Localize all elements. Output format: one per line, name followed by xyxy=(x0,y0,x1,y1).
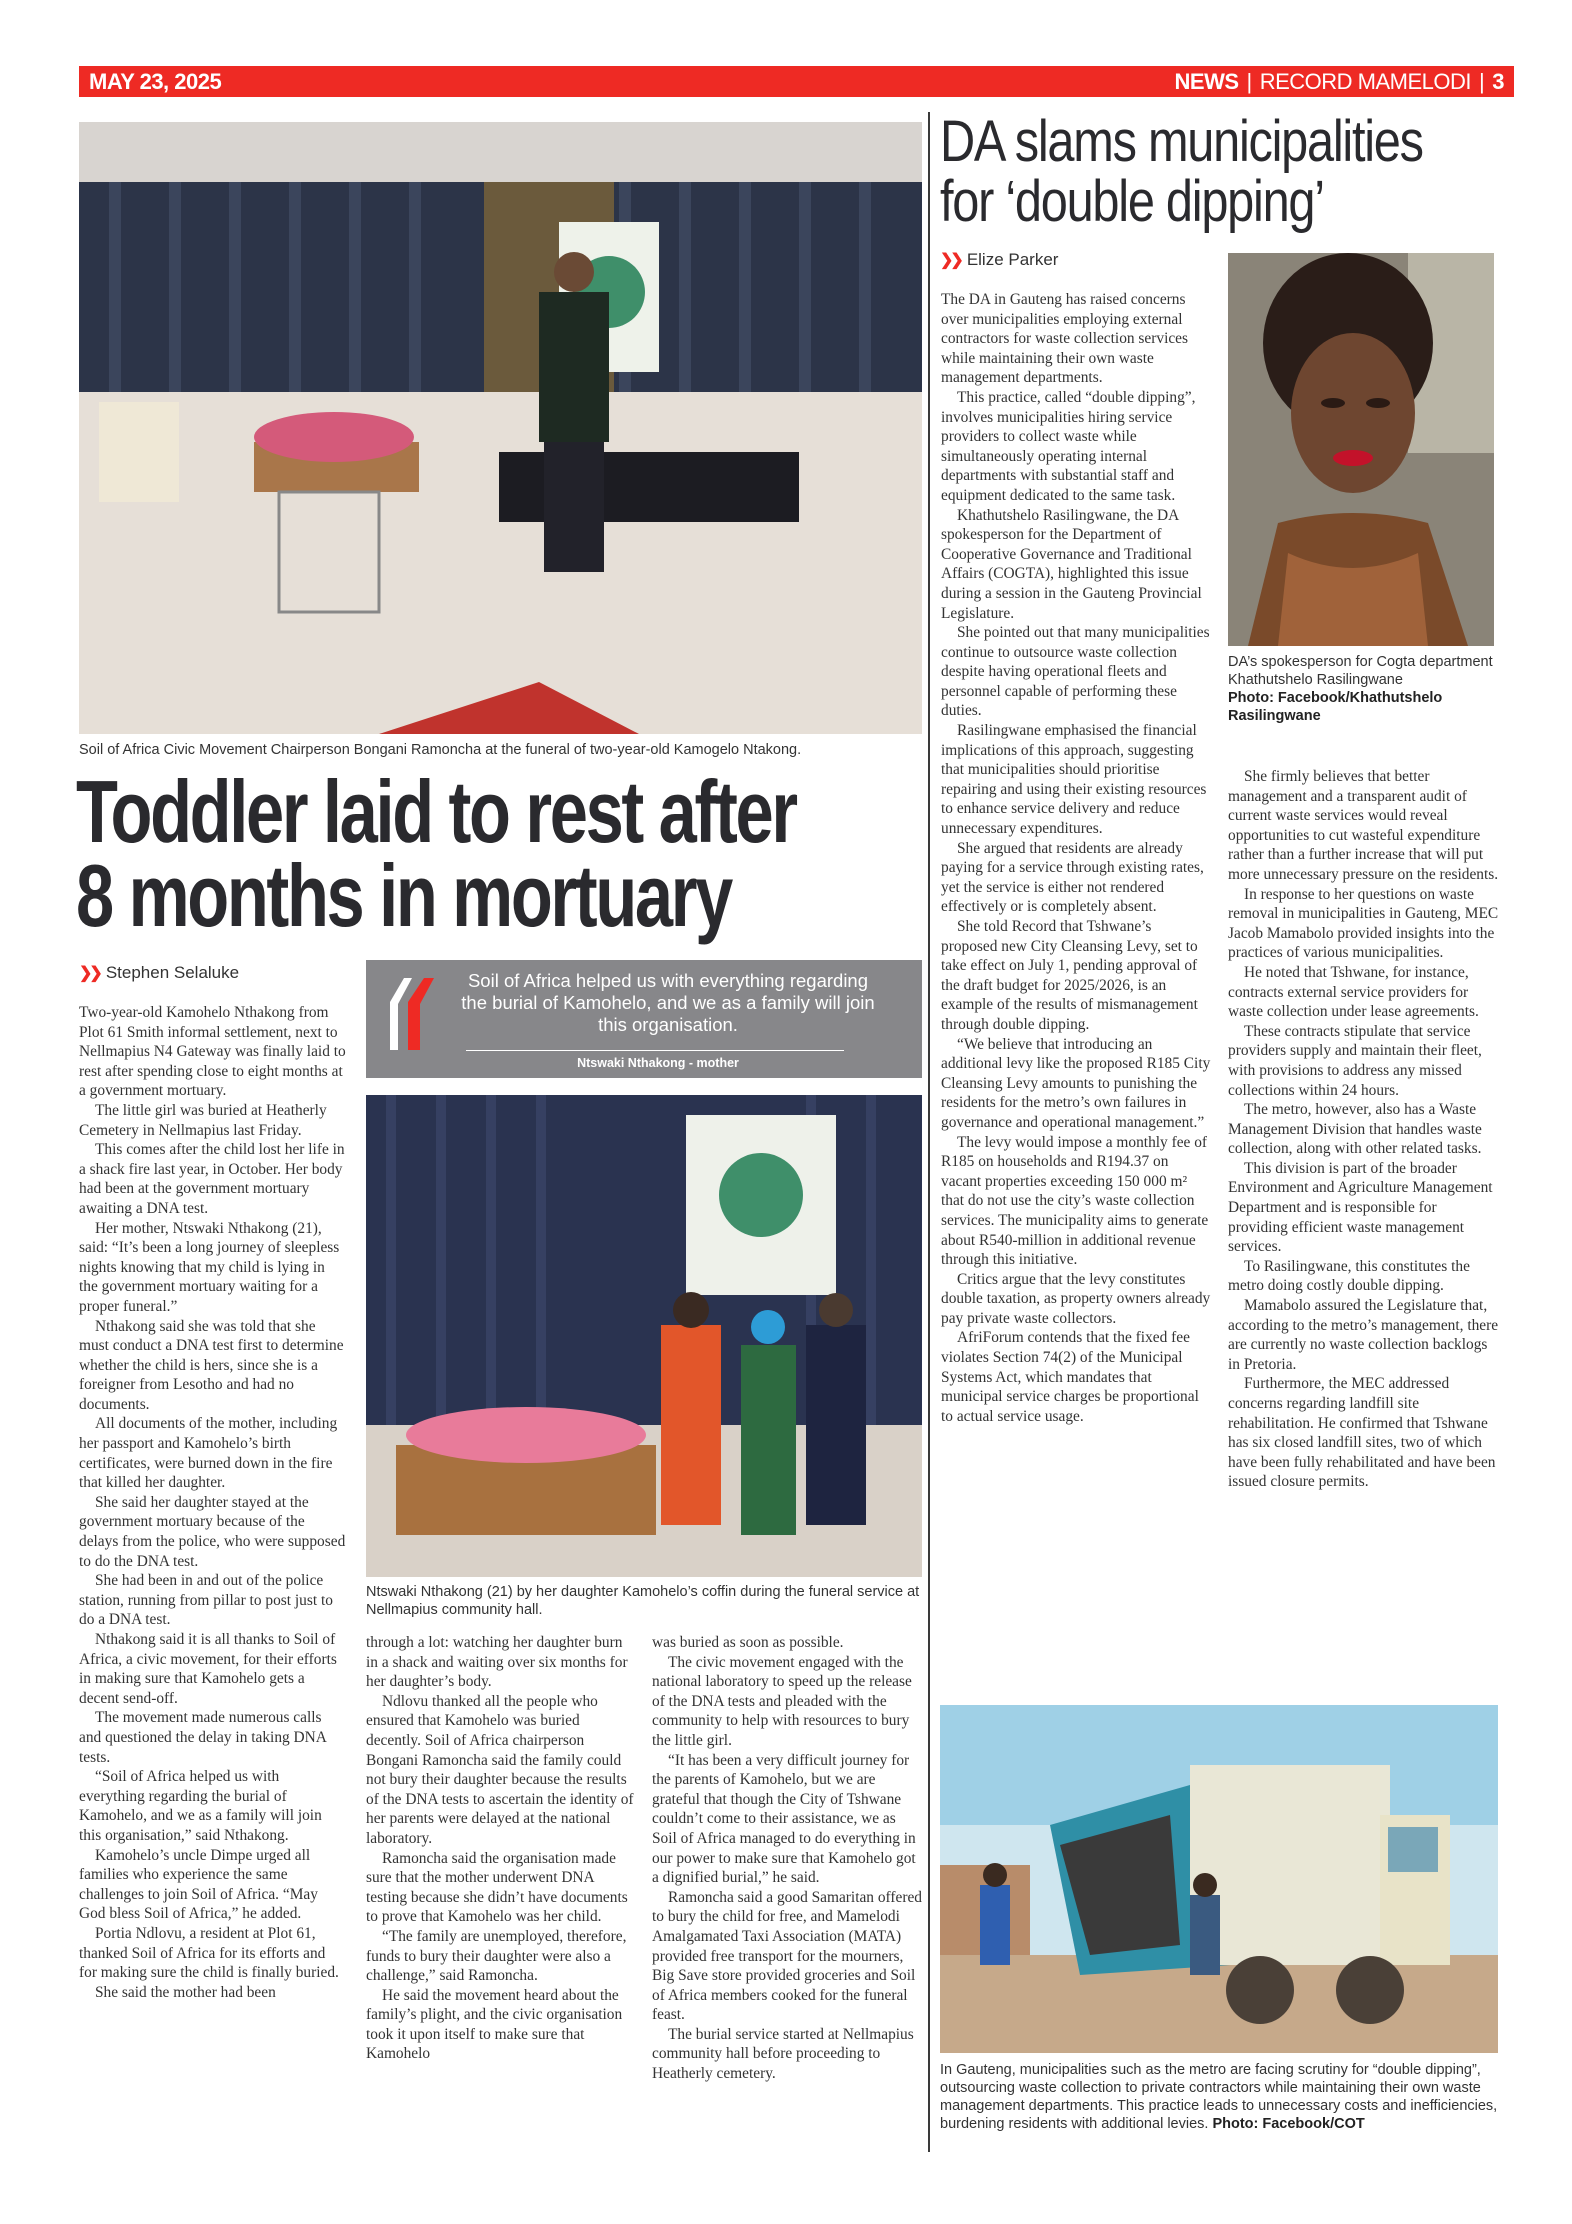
paragraph: She told Record that Tshwane’s proposed new City Cleansing Levy, set to take effect on July 1, pending approval of the draft budget for 2025/2026, is an example of the results of mismanagement through double dipping. xyxy=(941,918,1198,1033)
paragraph: Ndlovu thanked all the people who ensured that Kamohelo was buried decently. Soil of Africa chairperson Bongani Ramoncha said the family could not bury their daughter because the results of the DNA tests to ascertain the identity of her parents were delayed at the national laboratory. xyxy=(366,1692,634,1847)
issue-date: MAY 23, 2025 xyxy=(89,68,222,94)
headline-line-1: Toddler laid to rest after xyxy=(76,762,796,861)
paragraph: This comes after the child lost her life in a shack fire last year, in October. Her body had been at the government mortuary awaiting a DNA test. xyxy=(79,1141,345,1217)
story1-headline xyxy=(76,762,796,945)
garbage-truck-image xyxy=(940,1705,1498,2053)
paragraph: The levy would impose a monthly fee of R185 on households and R194.37 on vacant properties exceeding 150 000 m² that do not use the city’s waste collection services. The municipality aims to generate about R540-million in additional revenue through this initiative. xyxy=(941,1133,1209,1269)
truck-photo-credit: Photo: Facebook/COT xyxy=(1212,2116,1365,2132)
paragraph: She said the mother had been xyxy=(95,1983,276,2001)
paragraph: She firmly believes that better management and a transparent audit of current waste services would reveal opportunities to cut wasteful expenditure rather than a further increase that will put more unnecessary pressure on the residents. xyxy=(1228,768,1499,883)
portrait-caption xyxy=(1228,653,1498,725)
paragraph: Nthakong said it is all thanks to Soil of Africa, a civic movement, for their efforts in making sure that Kamohelo gets a decent send-off. xyxy=(79,1631,337,1707)
paragraph: He said the movement heard about the family’s plight, and the civic organisation took it upon itself to make sure that Kamohelo xyxy=(366,1986,623,2063)
paragraph: This division is part of the broader Environment and Agriculture Management Department and is responsible for providing efficient waste management services. xyxy=(1228,1159,1493,1256)
header-right xyxy=(1175,69,1504,95)
spokesperson-portrait-image xyxy=(1228,253,1494,646)
paragraph: Portia Ndlovu, a resident at Plot 61, thanked Soil of Africa for its efforts and for making sure the child is finally buried. xyxy=(79,1924,339,1982)
story2-column-2 xyxy=(1228,767,1500,1492)
paragraph: She said her daughter stayed at the government mortuary because of the delays from the police, who were supposed to do the DNA test. xyxy=(79,1493,346,1570)
quote-mark-icon xyxy=(390,978,434,1050)
coffin-photo-caption: Ntswaki Nthakong (21) by her daughter Kamohelo’s coffin during the funeral service at Nellmapius community hall. xyxy=(366,1584,920,1618)
paragraph: The little girl was buried at Heatherly Cemetery in Nellmapius last Friday. xyxy=(79,1101,327,1139)
paragraph: AfriForum contends that the fixed fee violates Section 74(2) of the Municipal Systems Act, which mandates that municipal service charges be proportional to actual service usage. xyxy=(941,1329,1199,1425)
headline-line-2: 8 months in mortuary xyxy=(76,846,731,945)
funeral-speaker-photo xyxy=(79,122,922,734)
paragraph: Mamabolo assured the Legislature that, according to the metro’s management, there are currently no waste collection backlogs in Pretoria. xyxy=(1228,1297,1499,1373)
paragraph: She pointed out that many municipalities continue to outsource waste collection despite having operational fleets and personnel capable of performing these duties. xyxy=(941,624,1210,720)
portrait-photo-credit: Photo: Facebook/Khathutshelo Rasilingwane xyxy=(1228,690,1443,724)
paragraph: Nthakong said she was told that she must conduct a DNA test first to determine whether the child is hers, since she is a foreigner from Lesotho and had no documents. xyxy=(79,1317,344,1413)
paragraph: To Rasilingwane, this constitutes the metro doing costly double dipping. xyxy=(1228,1257,1470,1295)
header-separator: | xyxy=(1246,68,1252,94)
story1-column-1 xyxy=(79,1003,347,2002)
truck-photo-caption xyxy=(940,2061,1505,2133)
pull-quote-text: Soil of Africa helped us with everything regarding the burial of Kamohelo, and we as a family will join this organisation. xyxy=(461,970,875,1035)
paragraph: was buried as soon as possible. xyxy=(652,1634,844,1651)
headline-line-2: for ‘double dipping’ xyxy=(940,169,1324,234)
paragraph: “We believe that introducing an additional levy like the proposed R185 City Cleansing Levy amounts to punishing the residents for the metro’s own failures in governance and operational management.” xyxy=(941,1035,1211,1131)
section-name: NEWS xyxy=(1174,68,1239,94)
story2-byline xyxy=(940,250,1058,270)
paragraph: All documents of the mother, including her passport and Kamohelo’s birth certificates, were burned down in the fire that killed her daughter. xyxy=(79,1415,338,1492)
portrait-caption-text: DA’s spokesperson for Cogta department Khathutshelo Rasilingwane xyxy=(1228,654,1493,688)
paragraph: Ramoncha said a good Samaritan offered to bury the child for free, and Mamelodi Amalgamated Taxi Association (MATA) provided free transport for the mourners, Big Save store provided groceries and Soil of Africa members cooked for the funeral feast. xyxy=(652,1888,923,2024)
paragraph: “It has been a very difficult journey for the parents of Kamohelo, but we are grateful that though the City of Tshwane couldn’t come to their assistance, we as Soil of Africa managed to do everything in our power to make sure that Kamohelo got a dignified burial,” he said. xyxy=(652,1751,916,1887)
story2-column-1 xyxy=(941,290,1211,1426)
paragraph: The civic movement engaged with the national laboratory to speed up the release of the DNA tests and pleaded with the community to help with resources to bury the little girl. xyxy=(652,1653,912,1749)
paragraph: Kamohelo’s uncle Dimpe urged all families who experience the same challenges to join Soil of Africa. “May God bless Soil of Africa,” he added. xyxy=(79,1846,318,1923)
story1-column-3 xyxy=(652,1633,922,2084)
paragraph: “Soil of Africa helped us with everything regarding the burial of Kamohelo, and we as a family will join this organisation,” said Nthakong. xyxy=(79,1768,322,1844)
paragraph: Rasilingwane emphasised the financial implications of this approach, suggesting that municipalities should prioritise repairing and using their existing resources to enhance service delivery and reduce unnecessary expenditures. xyxy=(941,722,1207,838)
pull-quote-attribution: Ntswaki Nthakong - mother xyxy=(577,1056,739,1070)
column-divider xyxy=(928,112,930,2152)
page-number: 3 xyxy=(1492,68,1504,94)
coffin-photo xyxy=(366,1095,922,1577)
author-name: Stephen Selaluke xyxy=(105,963,240,982)
paragraph: She argued that residents are already paying for a service through existing rates, yet the service is either not rendered effectively or is completely absent. xyxy=(941,839,1204,916)
story1-column-2 xyxy=(366,1633,634,2064)
pull-quote-box xyxy=(366,960,922,1078)
chevron-double-right-icon: ❯❯ xyxy=(940,252,961,269)
paragraph: Critics argue that the levy constitutes double taxation, as property owners already pay private waste collectors. xyxy=(941,1270,1211,1327)
coffin-image xyxy=(366,1095,922,1577)
paragraph: The metro, however, also has a Waste Management Division that handles waste collection, along with other related tasks. xyxy=(1228,1101,1482,1158)
chevron-double-right-icon: ❯❯ xyxy=(79,965,100,982)
paragraph: “The family are unemployed, therefore, funds to bury their daughter were also a challenge,” said Ramoncha. xyxy=(366,1927,627,1985)
story1-byline xyxy=(79,963,239,983)
paragraph: These contracts stipulate that service providers supply and maintain their fleet, with provisions to address any missed collections within 24 hours. xyxy=(1228,1022,1482,1099)
paragraph: Two-year-old Kamohelo Nthakong from Plot 61 Smith informal settlement, next to Nellmapius N4 Gateway was finally laid to rest after spending close to eight months at a government mortuary. xyxy=(79,1004,346,1100)
funeral-speaker-image xyxy=(79,122,922,734)
paragraph: She had been in and out of the police station, running from pillar to post just to do a DNA test. xyxy=(79,1572,333,1629)
page-header-bar xyxy=(79,66,1514,97)
paragraph: Her mother, Ntswaki Nthakong (21), said: “It’s been a long journey of sleepless nights knowing that my child is lying in the government mortuary waiting for a proper funeral.” xyxy=(79,1219,340,1315)
headline-line-1: DA slams municipalities xyxy=(940,109,1423,174)
paragraph: Furthermore, the MEC addressed concerns regarding landfill site rehabilitation. He confirmed that Tshwane has six closed landfill sites, two of which have been fully rehabilitated and have been issued closure permits. xyxy=(1228,1375,1496,1491)
paragraph: The burial service started at Nellmapius community hall before proceeding to Heatherly cemetery. xyxy=(652,2025,914,2083)
truck-caption-text: In Gauteng, municipalities such as the metro are facing scrutiny for “double dipping”, outsourcing waste collection to private contractors while maintaining their own waste management departments. This practice leads to unnecessary costs and inefficiencies, burdening residents with additional levies. xyxy=(940,2062,1498,2132)
paragraph: He noted that Tshwane, for instance, contracts external service providers for waste collection under lease agreements. xyxy=(1228,963,1479,1021)
funeral-photo-caption: Soil of Africa Civic Movement Chairperson Bongani Ramoncha at the funeral of two-year-old Kamogelo Ntakong. xyxy=(79,742,802,758)
paragraph: The movement made numerous calls and questioned the delay in taking DNA tests. xyxy=(79,1709,327,1766)
paragraph: through a lot: watching her daughter burn in a shack and waiting over six months for her daughter’s body. xyxy=(366,1634,628,1691)
garbage-truck-photo xyxy=(940,1705,1498,2053)
paragraph: In response to her questions on waste removal in municipalities in Gauteng, MEC Jacob Mamabolo provided insights into the practices of various municipalities. xyxy=(1228,885,1499,962)
paragraph: Khathutshelo Rasilingwane, the DA spokesperson for the Department of Cooperative Governance and Traditional Affairs (COGTA), highlighted this issue during a session in the Gauteng Provincial Legislature. xyxy=(941,506,1202,622)
paragraph: Ramoncha said the organisation made sure that the mother underwent DNA testing because she didn’t have documents to prove that Kamohelo was her child. xyxy=(366,1849,628,1926)
paragraph: This practice, called “double dipping”, involves municipalities hiring service providers to collect waste while simultaneously operating internal departments with substantial staff and equipment dedicated to the same task. xyxy=(941,388,1196,504)
header-separator: | xyxy=(1479,68,1485,94)
author-name: Elize Parker xyxy=(966,250,1059,269)
pull-quote-divider xyxy=(466,1050,844,1051)
story2-headline xyxy=(940,109,1444,234)
publication-name: RECORD MAMELODI xyxy=(1259,68,1472,94)
paragraph: The DA in Gauteng has raised concerns over municipalities employing external contractors for waste collection services while maintaining their own waste management departments. xyxy=(941,291,1189,387)
spokesperson-portrait-photo xyxy=(1228,253,1494,646)
